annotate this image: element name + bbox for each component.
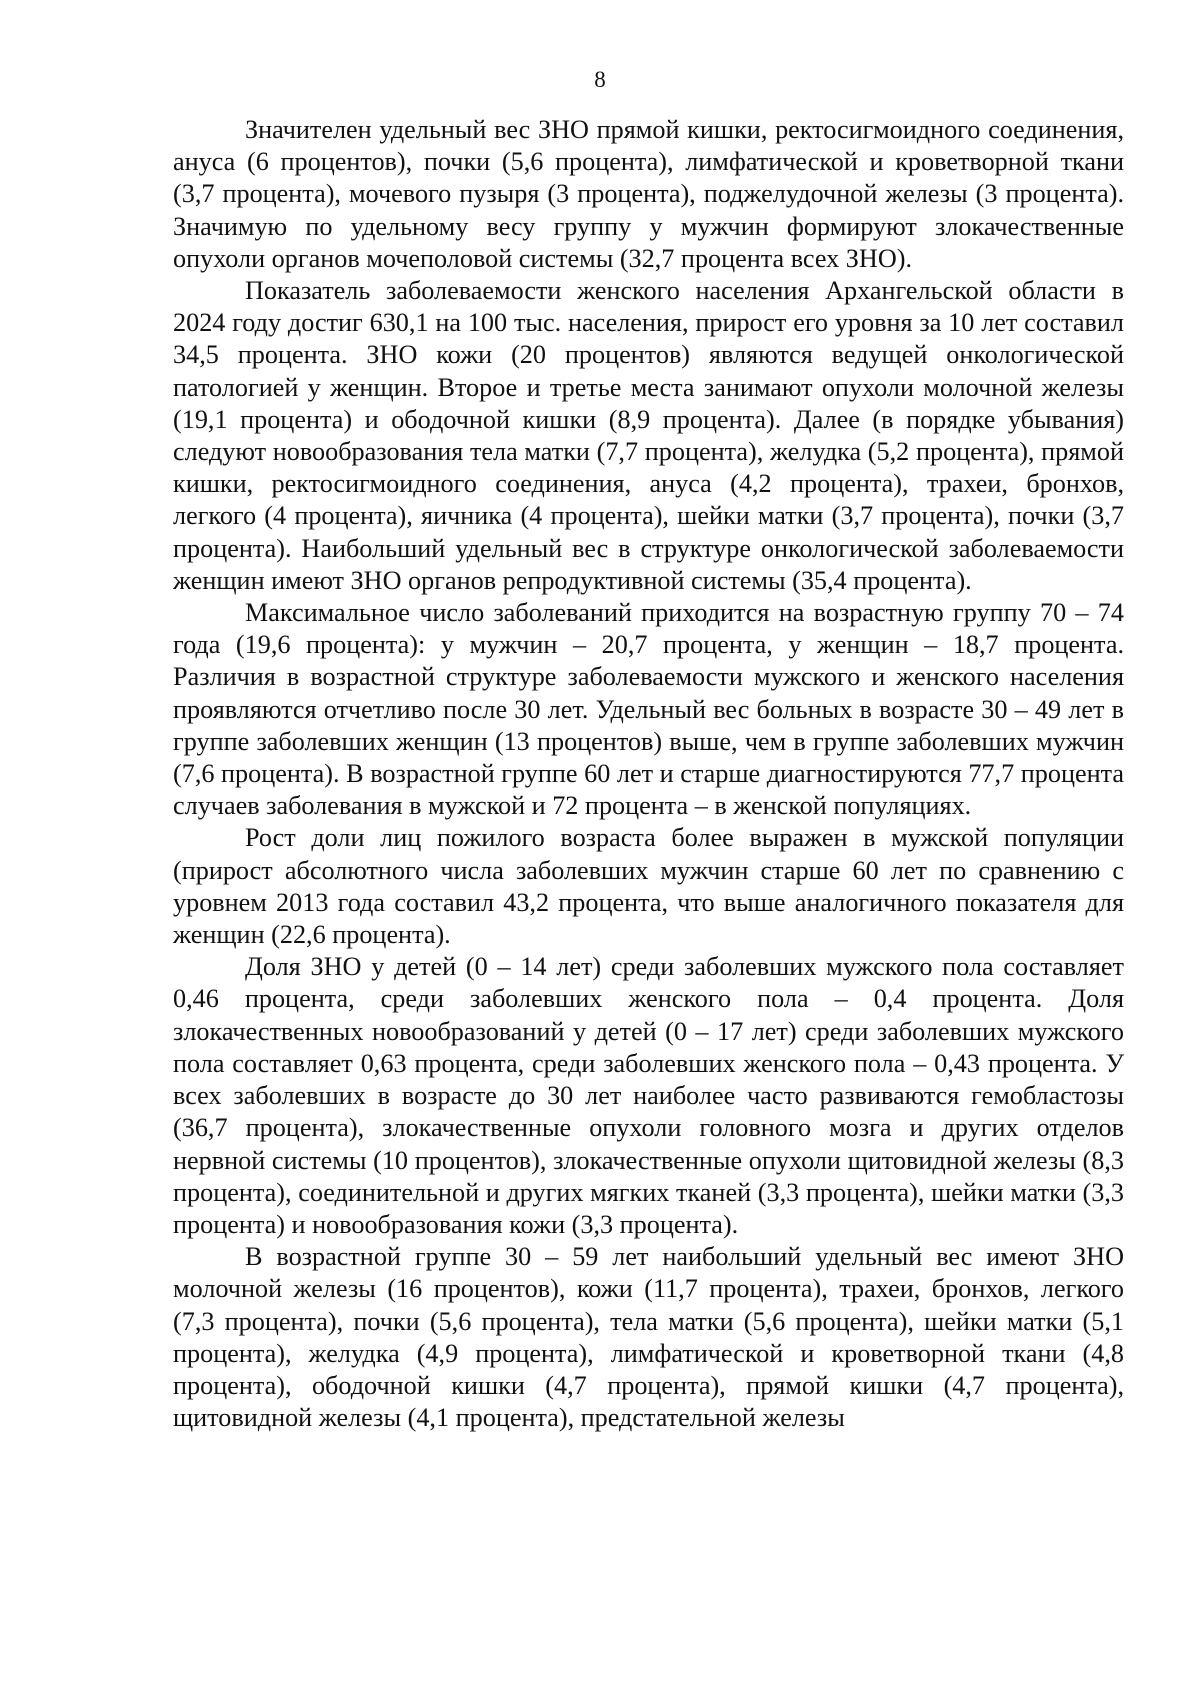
paragraph-elderly-growth: Рост доли лиц пожилого возраста более выражен в мужской популяции (прирост абсолютного числа заболевших мужчин старше 60 лет по сравнению с уровнем 2013 года составил 43,2 процента, что выше аналогичного показателя для женщин (22,6 процента). (173, 823, 1124, 950)
document-body (173, 114, 1124, 1434)
paragraph-male-cancer-structure: Значителен удельный вес ЗНО прямой кишки, ректосигмоидного соединения, ануса (6 процентов), почки (5,6 процента), лимфатической и кроветворной ткани (3,7 процента), мочевого пузыря (3 процента), поджелудочной железы (3 процента). Значимую по удельному весу группу у мужчин формируют злокачественные опухоли органов мочеполовой системы (32,7 процента всех ЗНО). (173, 115, 1124, 273)
paragraph-female-incidence: Показатель заболеваемости женского населения Архангельской области в 2024 году достиг 630,1 на 100 тыс. населения, прирост его уровня за 10 лет составил 34,5 процента. ЗНО кожи (20 процентов) являются ведущей онкологической патологией у женщин. Второе и третье места занимают опухоли молочной железы (19,1 процента) и ободочной кишки (8,9 процента). Далее (в порядке убывания) следуют новообразования тела матки (7,7 процента), желудка (5,2 процента), прямой кишки, ректосигмоидного соединения, ануса (4,2 процента), трахеи, бронхов, легкого (4 процента), яичника (4 процента), шейки матки (3,7 процента), почки (3,7 процента). Наибольший удельный вес в структуре онкологической заболеваемости женщин имеют ЗНО органов репродуктивной системы (35,4 процента). (173, 276, 1124, 595)
paragraph-age-30-59: В возрастной группе 30 – 59 лет наибольший удельный вес имеют ЗНО молочной железы (16 процентов), кожи (11,7 процента), трахеи, бронхов, легкого (7,3 процента), почки (5,6 процента), тела матки (5,6 процента), шейки матки (5,1 процента), желудка (4,9 процента), лимфатической и кроветворной ткани (4,8 процента), ободочной кишки (4,7 процента), прямой кишки (4,7 процента), щитовидной железы (4,1 процента), предстательной железы (173, 1242, 1124, 1433)
page-number: 8 (594, 67, 606, 92)
paragraph-children-young: Доля ЗНО у детей (0 – 14 лет) среди заболевших мужского пола составляет 0,46 процента, среди заболевших женского пола – 0,4 процента. Доля злокачественных новообразований у детей (0 – 17 лет) среди заболевших мужского пола составляет 0,63 процента, среди заболевших женского пола – 0,43 процента. У всех заболевших в возрасте до 30 лет наиболее часто развиваются гемобластозы (36,7 процента), злокачественные опухоли головного мозга и других отделов нервной системы (10 процентов), злокачественные опухоли щитовидной железы (8,3 процента), соединительной и других мягких тканей (3,3 процента), шейки матки (3,3 процента) и новообразования кожи (3,3 процента). (173, 952, 1124, 1239)
paragraph-age-distribution: Максимальное число заболеваний приходится на возрастную группу 70 – 74 года (19,6 процента): у мужчин – 20,7 процента, у женщин – 18,7 процента. Различия в возрастной структуре заболеваемости мужского и женского населения проявляются отчетливо после 30 лет. Удельный вес больных в возрасте 30 – 49 лет в группе заболевших женщин (13 процентов) выше, чем в группе заболевших мужчин (7,6 процента). В возрастной группе 60 лет и старше диагностируются 77,7 процента случаев заболевания в мужской и 72 процента – в женской популяциях. (173, 598, 1124, 821)
